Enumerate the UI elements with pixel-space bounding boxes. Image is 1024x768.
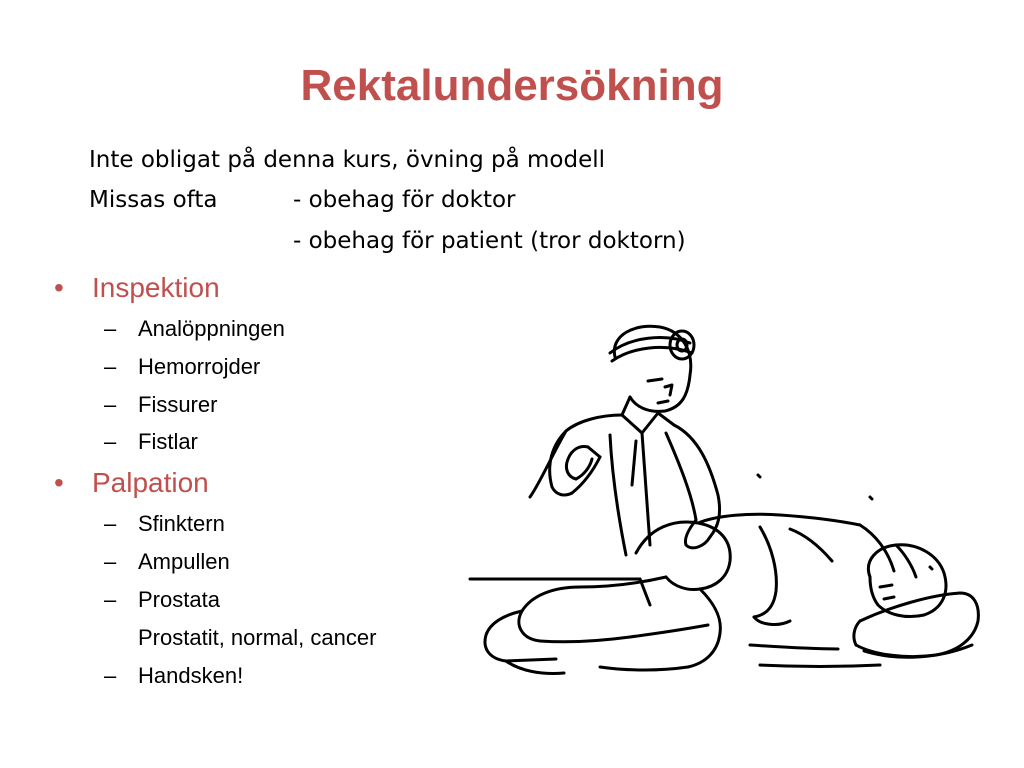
list-item bbox=[104, 353, 260, 381]
list-item-label: Fistlar bbox=[138, 429, 198, 454]
dash-icon: – bbox=[104, 549, 117, 574]
section-heading-label: Inspektion bbox=[92, 272, 220, 303]
intro-line-2-value: - obehag för doktor bbox=[293, 187, 516, 213]
dash-icon: – bbox=[104, 511, 117, 536]
dash-icon: – bbox=[104, 663, 117, 688]
bullet-icon: • bbox=[54, 467, 64, 498]
list-item bbox=[104, 391, 217, 419]
list-item-label: Handsken! bbox=[138, 663, 244, 688]
bullet-icon: • bbox=[54, 272, 64, 303]
dash-icon: – bbox=[104, 429, 117, 454]
list-item-label: Hemorrojder bbox=[138, 354, 261, 379]
doctor-examining-patient-illustration bbox=[460, 315, 1000, 710]
list-item bbox=[104, 428, 198, 456]
intro-line-3-value: - obehag för patient (tror doktorn) bbox=[293, 228, 686, 254]
list-item-label: Prostata bbox=[138, 587, 220, 612]
list-item-label: Fissurer bbox=[138, 392, 218, 417]
intro-line-2-label: Missas ofta bbox=[89, 187, 218, 213]
list-item bbox=[104, 662, 243, 690]
section-heading-palpation bbox=[54, 466, 209, 500]
list-item-label: Ampullen bbox=[138, 549, 230, 574]
intro-line-1: Inte obligat på denna kurs, övning på modell bbox=[89, 147, 606, 173]
dash-icon: – bbox=[104, 316, 117, 341]
list-item bbox=[104, 548, 230, 576]
list-item bbox=[104, 315, 285, 343]
dash-icon: – bbox=[104, 392, 117, 417]
list-item-label: Sfinktern bbox=[138, 511, 225, 536]
list-item bbox=[104, 510, 225, 538]
section-heading-inspektion bbox=[54, 271, 220, 305]
dash-icon: – bbox=[104, 354, 117, 379]
list-item-note: Prostatit, normal, cancer bbox=[138, 625, 377, 650]
list-item bbox=[104, 586, 220, 614]
dash-icon: – bbox=[104, 587, 117, 612]
slide-title: Rektalundersökning bbox=[300, 61, 724, 110]
list-item-label: Analöppningen bbox=[138, 316, 285, 341]
section-heading-label: Palpation bbox=[92, 467, 209, 498]
